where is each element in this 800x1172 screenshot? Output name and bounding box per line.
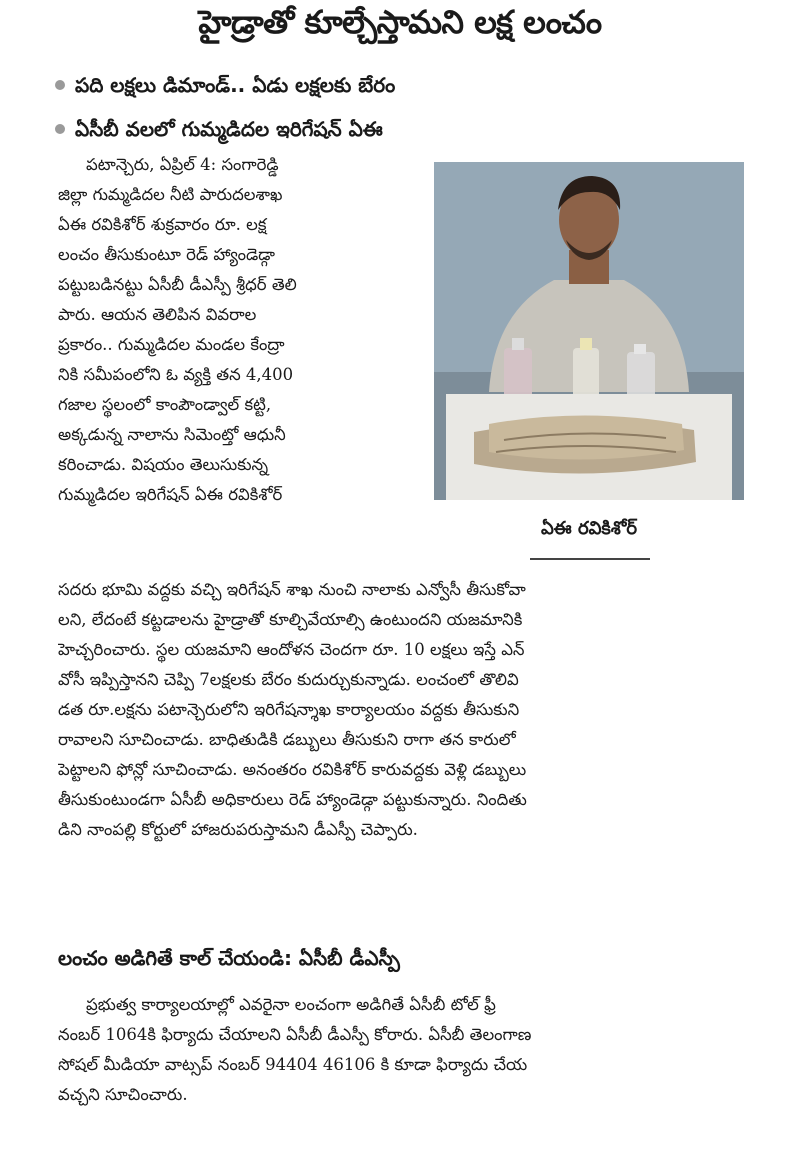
body-column-wide <box>58 575 748 845</box>
body-line: వోసీ ఇప్పిస్తానని చెప్పి 7లక్షలకు బేరం కుదుర్చుకున్నాడు. లంచంలో తొలివి <box>58 670 519 689</box>
section-heading: లంచం అడిగితే కాల్ చేయండి: ఏసీబీ డీఎస్పీ <box>58 946 400 970</box>
subheadline-1-text: పది లక్షలు డిమాండ్.. ఏడు లక్షలకు బేరం <box>75 73 396 97</box>
body-line: రావాలని సూచించాడు. బాధితుడికి డబ్బులు తీసుకుని రాగా తన కారులో <box>58 730 516 749</box>
body-line: డత రూ.లక్షను పటాన్చెరులోని ఇరిగేషన్శాఖ కార్యాలయం వద్దకు తీసుకుని <box>58 700 520 719</box>
article-headline: హైడ్రాతో కూల్చేస్తామని లక్ష లంచం <box>198 3 602 41</box>
body-line: కరించాడు. విషయం తెలుసుకున్న <box>58 455 269 474</box>
body-line: గుమ్మడిదల ఇరిగేషన్ ఏఈ రవికిశోర్ <box>58 485 283 504</box>
body-line: అక్కడున్న నాలాను సిమెంట్తో ఆధునీ <box>58 425 286 444</box>
subheadline-2-text: ఏసీబీ వలలో గుమ్మడిదల ఇరిగేషన్ ఏఈ <box>75 117 383 141</box>
body-line: డిని నాంపల్లి కోర్టులో హాజరుపరుస్తామని డీఎస్పీ చెప్పారు. <box>58 820 418 839</box>
body-line: నంబర్ 1064కి ఫిర్యాదు చేయాలని ఏసీబీ డీఎస్పీ కోరారు. ఏసీబీ తెలంగాణ <box>58 1025 532 1044</box>
body-line: సదరు భూమి వద్దకు వచ్చి ఇరిగేషన్ శాఖ నుంచి నాలాకు ఎన్వోసీ తీసుకోవా <box>58 580 526 599</box>
body-line: పారు. ఆయన తెలిపిన వివరాల <box>58 305 257 324</box>
body-line: ప్రభుత్వ కార్యాలయాల్లో ఎవరైనా లంచంగా అడిగితే ఏసీబీ టోల్ ఫ్రీ <box>86 995 496 1014</box>
body-line: జిల్లా గుమ్మడిదల నీటి పారుదలశాఖ <box>58 185 283 204</box>
body-line: తీసుకుంటుండగా ఏసీబీ అధికారులు రెడ్ హ్యాండెడ్గా పట్టుకున్నారు. నిందితు <box>58 790 527 809</box>
body-closing <box>58 990 748 1110</box>
subheadline-1 <box>55 70 395 100</box>
body-line: నికి సమీపంలోని ఓ వ్యక్తి తన 4,400 <box>58 365 294 384</box>
body-line: సోషల్ మీడియా వాట్సప్ నంబర్ 94404 46106 కి కూడా ఫిర్యాదు చేయ <box>58 1055 528 1074</box>
body-line: గజాల స్థలంలో కాంపౌండ్వాల్ కట్టి, <box>58 395 272 414</box>
body-line: లని, లేదంటే కట్టడాలను హైడ్రాతో కూల్చివేయాల్సి ఉంటుందని యజమానికి <box>58 610 523 629</box>
page-bottom-edge <box>0 1160 800 1172</box>
bullet-icon <box>55 124 65 134</box>
caption-divider <box>530 558 650 560</box>
body-line: పట్టుబడినట్టు ఏసీబీ డీఎస్పీ శ్రీధర్ తెలి <box>58 275 297 294</box>
body-column-narrow <box>58 150 414 510</box>
body-line: లంచం తీసుకుంటూ రెడ్ హ్యాండెడ్గా <box>58 245 275 264</box>
subheadline-2 <box>55 114 383 144</box>
photo-illustration <box>434 162 744 500</box>
photo-caption: ఏఈ రవికిశోర్ <box>541 518 637 539</box>
body-line: వచ్చని సూచించారు. <box>58 1085 188 1104</box>
body-line: ప్రకారం.. గుమ్మడిదల మండల కేంద్రా <box>58 335 285 354</box>
body-line: హెచ్చరించారు. స్థల యజమాని ఆందోళన చెందగా రూ. 10 లక్షలు ఇస్తే ఎన్ <box>58 640 525 659</box>
body-line: ఏఈ రవికిశోర్ శుక్రవారం రూ. లక్ష <box>58 215 267 234</box>
news-photo <box>434 162 744 500</box>
body-line: పెట్టాలని ఫోన్లో సూచించాడు. అనంతరం రవికిశోర్ కారువద్దకు వెళ్లి డబ్బులు <box>58 760 527 779</box>
bullet-icon <box>55 80 65 90</box>
body-line: పటాన్చెరు, ఏప్రిల్ 4: సంగారెడ్డి <box>86 155 279 174</box>
